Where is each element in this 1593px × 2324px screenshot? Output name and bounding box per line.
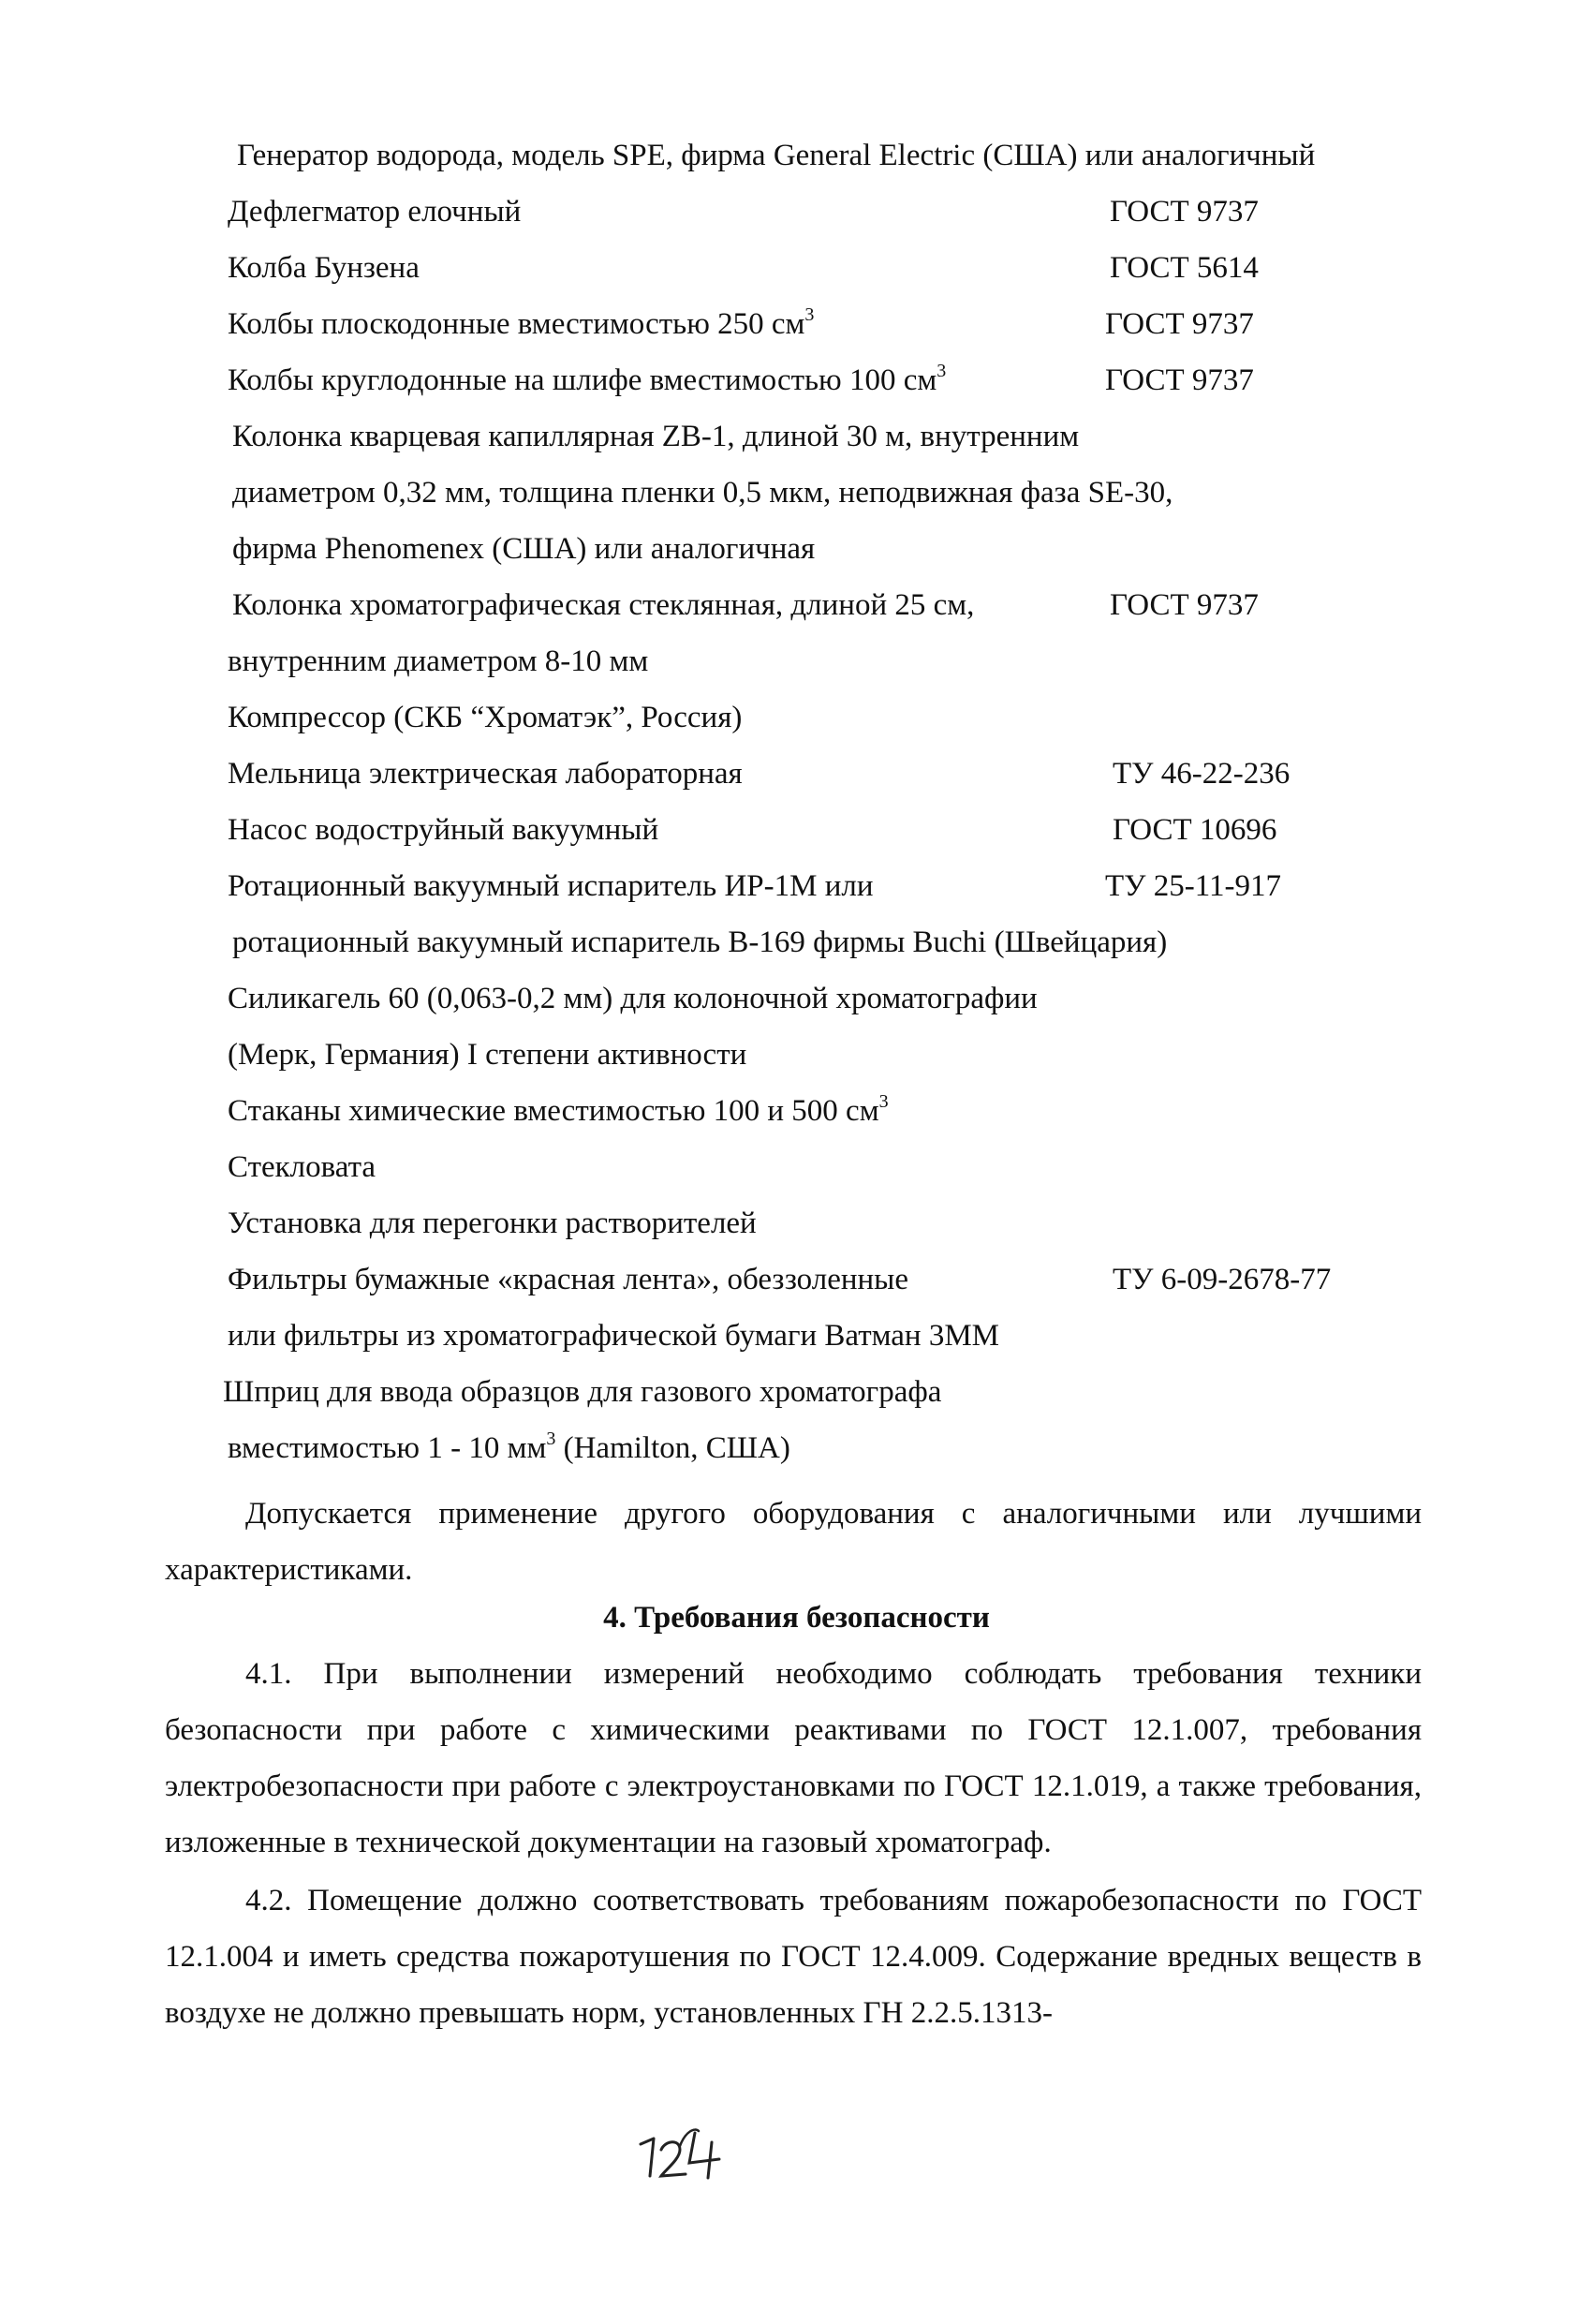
- equipment-line: диаметром 0,32 мм, толщина пленки 0,5 мкм, неподвижная фаза SE-30,: [232, 476, 1173, 510]
- equipment-line: [228, 305, 814, 343]
- paragraph-text: 4.1. При выполнении измерений необходимо соблюдать требования техники безопасности при работе с химическими реактивами по ГОСТ 12.1.007, требования электробезопасности при работе с электроустановками по ГОСТ 12.1.019, а также требования, изложенные в технической документации на газовый хроматограф.: [165, 1657, 1422, 1859]
- standard-ref: ГОСТ 9737: [1110, 195, 1259, 229]
- equipment-text: вместимостью 1 - 10 мм: [228, 1431, 547, 1465]
- standard-ref: ГОСТ 9737: [1110, 588, 1259, 622]
- equipment-text: Стаканы химические вместимостью 100 и 500 см: [228, 1094, 879, 1128]
- equipment-line: [228, 1092, 889, 1130]
- equipment-line: (Мерк, Германия) I степени активности: [228, 1038, 747, 1072]
- standard-ref: ГОСТ 9737: [1105, 363, 1254, 397]
- note-text: Допускается применение другого оборудования с аналогичными или лучшими характеристиками.: [165, 1497, 1422, 1587]
- standard-ref: ТУ 6-09-2678-77: [1113, 1263, 1332, 1296]
- standard-ref: ТУ 46-22-236: [1113, 757, 1291, 791]
- equipment-line: Колба Бунзена: [228, 251, 420, 285]
- equipment-line: Дефлегматор елочный: [228, 195, 522, 229]
- equipment-line: Генератор водорода, модель SPE, фирма General Electric (США) или аналогичный: [237, 139, 1316, 172]
- equipment-line: Компрессор (СКБ “Хроматэк”, Россия): [228, 701, 743, 734]
- equipment-line: ротационный вакуумный испаритель В-169 фирмы Buchi (Швейцария): [232, 925, 1168, 959]
- equipment-line: Колонка кварцевая капиллярная ZB-1, длиной 30 м, внутренним: [232, 420, 1080, 453]
- page-number-signature: [637, 2122, 749, 2187]
- equipment-line: Ротационный вакуумный испаритель ИР-1М или: [228, 869, 874, 903]
- equipment-line: фирма Phenomenex (США) или аналогичная: [232, 532, 816, 566]
- equipment-line: или фильтры из хроматографической бумаги Ватман 3ММ: [228, 1319, 1000, 1353]
- equipment-line: Силикагель 60 (0,063-0,2 мм) для колоночной хроматографии: [228, 982, 1038, 1015]
- safety-paragraph-1: [165, 1646, 1422, 1871]
- equipment-line: Колонка хроматографическая стеклянная, длиной 25 см,: [232, 588, 975, 622]
- equipment-line: Мельница электрическая лабораторная: [228, 757, 743, 791]
- standard-ref: ГОСТ 10696: [1113, 813, 1277, 847]
- handwritten-page-number: [637, 2122, 749, 2187]
- superscript: 3: [546, 1428, 556, 1449]
- equipment-text: Колбы круглодонные на шлифе вместимостью 100 см: [228, 363, 937, 397]
- equipment-line: [228, 362, 946, 399]
- standard-ref: ТУ 25-11-917: [1105, 869, 1282, 903]
- superscript: 3: [937, 361, 947, 381]
- superscript: 3: [804, 304, 815, 325]
- equipment-text: (Hamilton, США): [555, 1431, 790, 1465]
- safety-paragraph-2: [165, 1873, 1422, 2041]
- equipment-line: Установка для перегонки растворителей: [228, 1206, 757, 1240]
- note-paragraph: [165, 1486, 1422, 1598]
- equipment-line: внутренним диаметром 8-10 мм: [228, 644, 649, 678]
- section-heading: 4. Требования безопасности: [603, 1601, 990, 1635]
- standard-ref: ГОСТ 9737: [1105, 307, 1254, 341]
- standard-ref: ГОСТ 5614: [1110, 251, 1259, 285]
- equipment-line: Стекловата: [228, 1150, 376, 1184]
- equipment-line: Фильтры бумажные «красная лента», обеззоленные: [228, 1263, 908, 1296]
- equipment-text: Колбы плоскодонные вместимостью 250 см: [228, 307, 805, 341]
- equipment-line: Насос водоструйный вакуумный: [228, 813, 659, 847]
- equipment-line: Шприц для ввода образцов для газового хроматографа: [223, 1375, 942, 1409]
- paragraph-text: 4.2. Помещение должно соответствовать требованиям пожаробезопасности по ГОСТ 12.1.004 и иметь средства пожаротушения по ГОСТ 12.4.009. Содержание вредных веществ в воздухе не должно превышать норм, установленных ГН 2.2.5.1313-: [165, 1884, 1422, 2030]
- superscript: 3: [878, 1091, 889, 1112]
- equipment-line: [228, 1429, 790, 1467]
